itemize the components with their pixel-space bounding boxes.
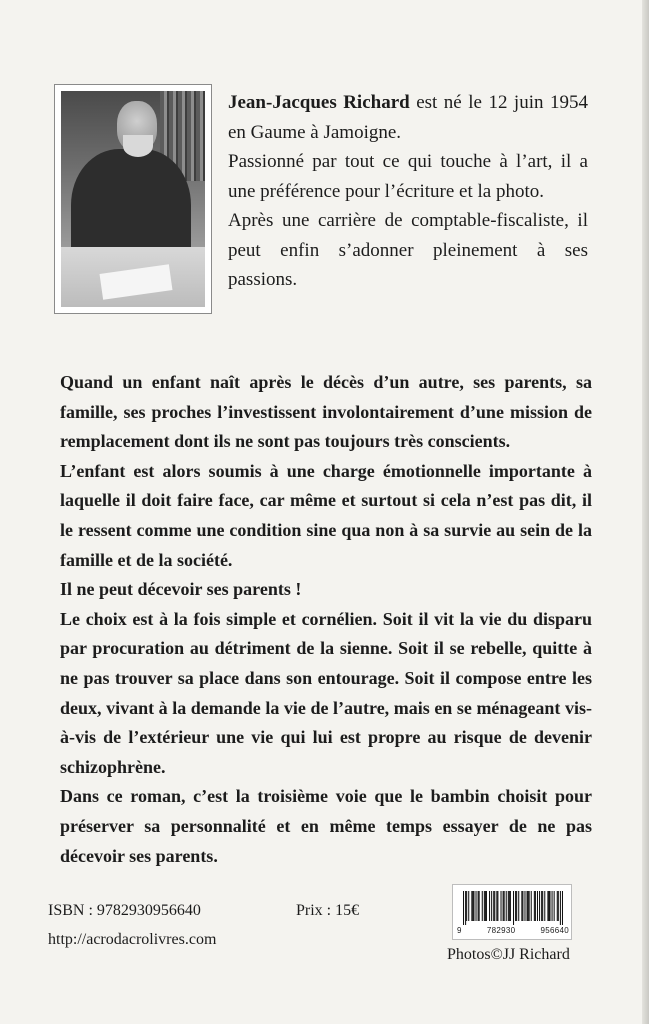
barcode-bar — [501, 891, 502, 921]
barcode-bars — [463, 891, 563, 925]
barcode-bar — [531, 891, 532, 921]
barcode-bar — [554, 891, 555, 921]
barcode-bar — [542, 891, 543, 921]
barcode-bar — [557, 891, 558, 921]
barcode-bar — [509, 891, 510, 921]
barcode-bar — [482, 891, 483, 921]
barcode-bar — [494, 891, 495, 921]
barcode-left-digits: 782930 — [486, 926, 516, 935]
barcode-bar — [515, 891, 516, 921]
barcode-lead-digit: 9 — [457, 926, 462, 935]
barcode-bar — [491, 891, 492, 921]
barcode-bar — [468, 891, 469, 921]
barcode-bar — [478, 891, 479, 921]
barcode-digits — [457, 926, 569, 935]
barcode-bar — [516, 891, 517, 921]
barcode-bar — [489, 891, 490, 921]
barcode-bar — [524, 891, 525, 921]
barcode-bar — [472, 891, 473, 921]
barcode-bar — [506, 891, 507, 921]
barcode-right-digits: 956640 — [540, 926, 569, 935]
blurb-paragraph: Quand un enfant naît après le décès d’un autre, ses parents, sa famille, ses proches l’investissent involontairement d’une mission de remplacement dont ils ne sont pas toujours très conscients. — [60, 372, 592, 452]
barcode-bar — [535, 891, 536, 921]
barcode-bar — [534, 891, 535, 921]
barcode-bar — [548, 891, 549, 921]
barcode-bar — [466, 891, 467, 921]
barcode-bar — [560, 891, 561, 925]
barcode-bar — [528, 891, 529, 921]
barcode-bar — [513, 891, 514, 925]
barcode-bar — [562, 891, 563, 925]
isbn: ISBN : 9782930956640 — [48, 902, 201, 919]
bio-paragraph-1 — [228, 88, 588, 147]
barcode-bar — [486, 891, 487, 921]
blurb-paragraph: Le choix est à la fois simple et cornélien. Soit il vit la vie du disparu par procuration au détriment de la sienne. Soit il se rebelle, quitte à ne pas trouver sa place dans son entourage. Soit il compose entre les deux, vivant à la demande la vie de l’autre, mais en se ménageant vis-à-vis de l’extérieur une vie qui lui est propre au risque de devenir schizophrène. — [60, 608, 592, 777]
barcode-bar — [558, 891, 559, 921]
barcode-bar — [539, 891, 540, 921]
barcode-bar — [537, 891, 538, 921]
barcode-bar — [479, 891, 480, 921]
author-name: Jean-Jacques Richard — [228, 92, 410, 113]
barcode-bar — [484, 891, 485, 921]
bio-paragraph-2: Passionné par tout ce qui touche à l’art, il a une préférence pour l’écriture et la photo. — [228, 151, 588, 202]
publisher-url: http://acrodacrolivres.com — [48, 931, 217, 948]
barcode-bar — [549, 891, 550, 921]
barcode-bar — [463, 891, 464, 925]
barcode-bar — [504, 891, 505, 921]
blurb-paragraph: Il ne peut décevoir ses parents ! — [60, 579, 302, 600]
spine-edge — [642, 0, 649, 1024]
barcode-bar — [529, 891, 530, 921]
barcode-bar — [521, 891, 522, 921]
author-bio — [228, 88, 588, 295]
barcode-bar — [496, 891, 497, 921]
barcode-bar — [552, 891, 553, 921]
photo-credit: Photos©JJ Richard — [447, 946, 570, 963]
author-photo-image — [61, 91, 205, 307]
bio-birth: est né le 12 juin 1954 en Gaume à Jamoigne. — [228, 92, 588, 143]
barcode-bar — [510, 891, 511, 921]
barcode-bar — [547, 891, 548, 921]
barcode-bar — [471, 891, 472, 921]
barcode — [452, 884, 572, 940]
barcode-bar — [465, 891, 466, 925]
barcode-bar — [518, 891, 519, 921]
barcode-bar — [527, 891, 528, 921]
barcode-bar — [503, 891, 504, 921]
bio-paragraph-3: Après une carrière de comptable-fiscaliste, il peut enfin s’adonner pleinement à ses passions. — [228, 210, 588, 290]
book-blurb — [60, 368, 592, 871]
barcode-bar — [473, 891, 474, 921]
barcode-bar — [485, 891, 486, 921]
author-photo — [54, 84, 212, 314]
barcode-bar — [476, 891, 477, 921]
author-beard — [123, 135, 153, 157]
blurb-paragraph: Dans ce roman, c’est la troisième voie que le bambin choisit pour préserver sa personnalité et en même temps essayer de ne pas décevoir ses parents. — [60, 786, 592, 866]
barcode-bar — [493, 891, 494, 921]
price: Prix : 15€ — [296, 902, 360, 919]
blurb-paragraph: L’enfant est alors soumis à une charge émotionnelle importante à laquelle il doit faire face, car même et surtout si cela n’est pas dit, il le ressent comme une condition sine qua non à sa survie au sein de la famille et de la société. — [60, 460, 592, 570]
barcode-bar — [497, 891, 498, 921]
barcode-bar — [544, 891, 545, 921]
barcode-bar — [522, 891, 523, 921]
barcode-bar — [541, 891, 542, 921]
barcode-bar — [508, 891, 509, 921]
